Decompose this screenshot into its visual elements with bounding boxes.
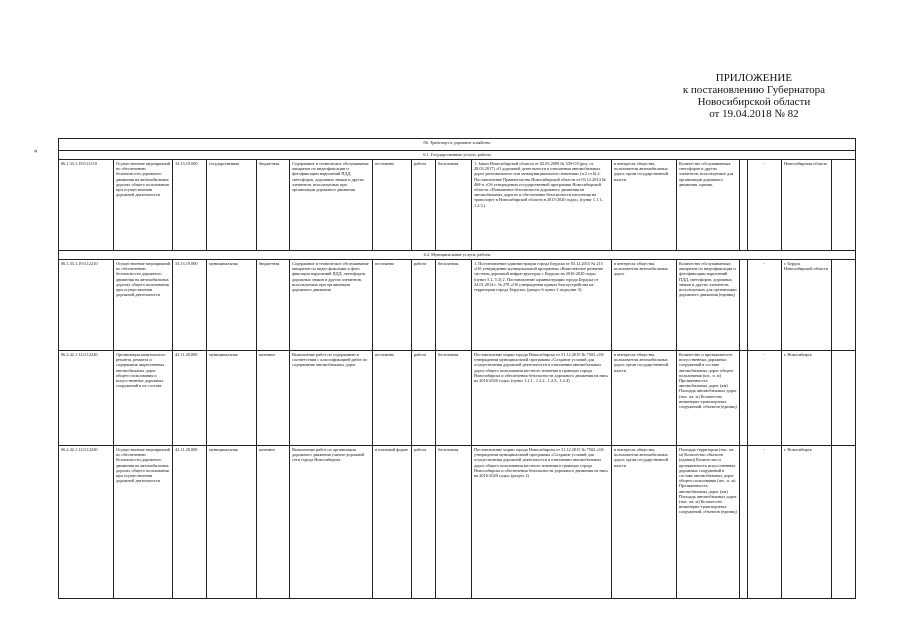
appendix-region-line: Новосибирской области: [697, 96, 811, 108]
row-level: муниципальная: [207, 260, 257, 351]
row-level: муниципальная: [207, 351, 257, 446]
appendix-title: ПРИЛОЖЕНИЕ: [715, 72, 793, 84]
row-payment-type: бюджетная: [257, 260, 290, 351]
row-indicator: Площадь территории (тыс. кв. м) Количество объектов (единиц) Количество и протяженность искусственных дорожных сооружений в составе автомобильных дорог общего пользования (шт., п. м) Протяженность автомобильных дорог (км) Площадь автомобильных дорог (тыс. кв. м) Количество инженерно-транспортных сооружений, объектов (единиц): [677, 446, 740, 599]
row-free: бесплатная: [436, 160, 472, 251]
row-code: 06.2.42.1.12.0.12220: [59, 351, 114, 446]
table-row: [59, 446, 856, 599]
margin-mark: «: [34, 147, 38, 155]
row-region: г. Новосибирск: [782, 351, 832, 446]
row-empty-cell: [832, 351, 856, 446]
row-level: государственная: [207, 160, 257, 251]
row-period: в плановой форме: [373, 446, 412, 599]
row-type: работа: [412, 160, 436, 251]
table-title: 06. Транспорт и дорожное хозяйство: [59, 139, 856, 151]
row-consumers: в интересах общества, пользователи автомобильных дорог, орган государственной власти: [612, 446, 677, 599]
row-region: Новосибирская область: [782, 160, 832, 251]
row-okved: 33.13.19.000: [173, 160, 207, 251]
row-consumers: в интересах общества, пользователи автомобильных дорог, орган государственной власти: [612, 160, 677, 251]
row-name: Осуществление мероприятий по обеспечению безопасности дорожного движения на автомобильных дорогах общего пользования при осуществлении дорожной деятельности: [114, 160, 173, 251]
row-free: бесплатная: [436, 351, 472, 446]
row-empty-cell: [740, 446, 748, 599]
row-dash: -: [748, 351, 782, 446]
table-row: [59, 160, 856, 251]
row-period: постоянно: [373, 260, 412, 351]
row-indicator: Количество и протяженность искусственных дорожных сооружений в составе автомобильных дорог общего пользования (шт., п. м) Протяженность автомобильных дорог (км) Площадь автомобильных дорог (тыс. кв. м) Количество инженерно-транспортных сооружений, объектов (единиц): [677, 351, 740, 446]
row-indicator: Количество обслуживаемых светофоров и других элементов, используемых для организации дорожного движения, единиц: [677, 160, 740, 251]
row-content: Выполнение работ по организации дорожного движения улично-дорожной сети города Новосибирска: [290, 446, 373, 599]
row-free: бесплатная: [436, 446, 472, 599]
row-dash: -: [748, 160, 782, 251]
row-empty-cell: [740, 351, 748, 446]
row-okved: 42.11.20.000: [173, 351, 207, 446]
row-content: Содержание и техническое обслуживание аппаратов по видеофиксации и фотофиксации нарушений ПДД, светофоров, дорожных знаков и других элементов, используемых при организации дорожного движения: [290, 160, 373, 251]
row-empty-cell: [832, 160, 856, 251]
appendix-header: [683, 72, 825, 120]
appendix-ref-line: к постановлению Губернатора: [682, 84, 825, 96]
row-content: Содержание и техническое обслуживание аппаратов по видео фиксации и фото фиксации нарушений ПДД, светофоров, дорожных знаков и других элементов, используемых при организации дорожного движения: [290, 260, 373, 351]
row-level: муниципальная: [207, 446, 257, 599]
row-dash: -: [748, 446, 782, 599]
row-type: работа: [412, 260, 436, 351]
table-row: [59, 351, 856, 446]
table-row: [59, 260, 856, 351]
row-name: Организация капитального ремонта, ремонта и содержания закрепленных автомобильных дорог общего пользования и искусственных дорожных сооружений в их составе: [114, 351, 173, 446]
row-legal-basis: Постановление мэрии города Новосибирска от 31.12.2015 № 7502 «Об утверждении муниципальной программы «Создание условий для осуществления дорожной деятельности в отношении автомобильных дорог общего пользования местного значения в границах города Новосибирска и обеспечения безопасности дорожного движения на них» на 2016-2020 годы» (пункт 1.2.1., 1.2.2., 1.2.3., 1.2.4): [472, 351, 612, 446]
row-period: постоянно: [373, 351, 412, 446]
row-type: работа: [412, 446, 436, 599]
row-empty-cell: [832, 446, 856, 599]
row-region: г. Бердск Новосибирской области: [782, 260, 832, 351]
row-legal-basis: 1. Закон Новосибирской области от 02.05.2009 № 339-ОЗ (ред. от 28.03.2017) «О дорожной деятельности в отношении автомобильных дорог регионального или межмуниципального значения» (п.2 ст.6) 2. Постановление Правительства Новосибирской области от 03.12.2014 № 468-п «Об утверждении государственной программы Новосибирской области «Повышение безопасности дорожного движения на автомобильных дорогах и обеспечение безопасности населения на транспорте в Новосибирской области в 2015-2020 годах» (пункт 1.1.1., 1.2.3.): [472, 160, 612, 251]
row-legal-basis: Постановление мэрии города Новосибирска от 31.12.2015 № 7502 «Об утверждении муниципальной программы «Создание условий для осуществления дорожной деятельности в отношении автомобильных дорог общего пользования местного значения в границах города Новосибирска и обеспечения безопасности дорожного движения на них» на 2016-2020 годы» (раздел 2): [472, 446, 612, 599]
appendix-date-line: от 19.04.2018 № 82: [709, 108, 799, 120]
row-payment-type: казенное: [257, 446, 290, 599]
row-content: Выполнение работ по содержанию в соответствии с классификацией работ по содержанию автомобильных дорог: [290, 351, 373, 446]
row-empty-cell: [740, 160, 748, 251]
row-payment-type: казенное: [257, 351, 290, 446]
row-code: 06.1.33.1.19.0.11110: [59, 160, 114, 251]
row-name: Осуществление мероприятий по обеспечению безопасности дорожного движения на автомобильных дорогах общего пользования при осуществлении дорожной деятельности: [114, 260, 173, 351]
row-legal-basis: 1. Постановление администрации города Бердска от 03.12.2015 № 215 «Об утверждении муниципальной программы «Комплексное развитие системы дорожной инфраструктуры г. Бердска на 2016-2020 годы» (пункт 5.2, 5.3) 2. Постановление администрации города Бердска от 24.01.2014 г. № 278 «Об утверждении правил благоустройства на территории города Бердска» (раздел 6 пункт 2 подпункт 3): [472, 260, 612, 351]
row-payment-type: бюджетная: [257, 160, 290, 251]
section-heading: 6.1. Государственные услуги, работы: [59, 151, 856, 160]
row-empty-cell: [740, 260, 748, 351]
row-empty-cell: [832, 260, 856, 351]
row-okved: 33.13.19.000: [173, 260, 207, 351]
registry-table: [58, 138, 856, 599]
row-code: 06.1.33.1.19.0.12210: [59, 260, 114, 351]
row-period: постоянно: [373, 160, 412, 251]
row-type: работа: [412, 351, 436, 446]
row-consumers: в интересах общества, пользователи автомобильных дорог, орган государственной власти: [612, 351, 677, 446]
row-okved: 42.11.20.000: [173, 446, 207, 599]
row-indicator: Количество обслуживаемых аппаратов по видеофиксации и фотофиксации нарушений ПДД, светофоров, дорожных знаков и других элементов, используемых для организации дорожного движения (единиц): [677, 260, 740, 351]
row-dash: -: [748, 260, 782, 351]
row-consumers: в интересах общества, пользователи автомобильных дорог: [612, 260, 677, 351]
row-region: г. Новосибирск: [782, 446, 832, 599]
section-heading: 6.2. Муниципальные услуги, работы: [59, 251, 856, 260]
row-code: 06.2.42.1.12.0.12230: [59, 446, 114, 599]
row-name: Осуществление мероприятий по обеспечению безопасности дорожного движения на автомобильных дорогах общего пользования при осуществлении дорожной деятельности: [114, 446, 173, 599]
row-free: бесплатная: [436, 260, 472, 351]
